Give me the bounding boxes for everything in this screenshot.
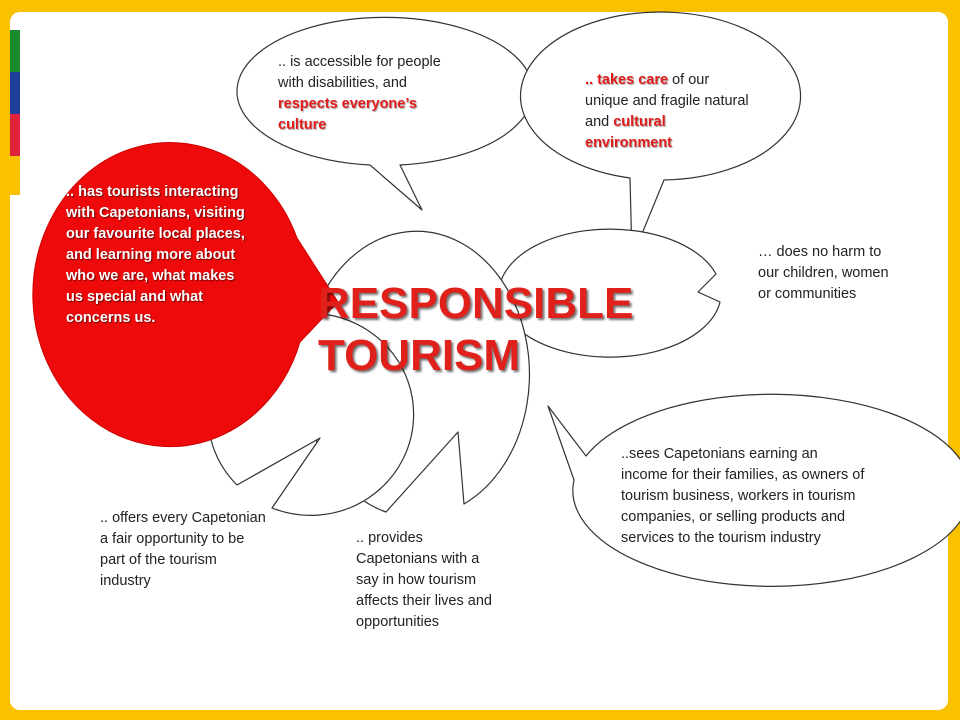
care-mid: of our unique and fragile natural and xyxy=(585,72,749,130)
accessible-highlight: respects everyone’s culture xyxy=(278,96,417,133)
center-title xyxy=(318,278,633,382)
stripe-blue xyxy=(10,72,20,114)
stripe-red xyxy=(10,114,20,156)
bubble-earning-text: ..sees Capetonians earning an income for their families, as owners of tourism business, workers in tourism companies, or selling products and services to the tourism industry xyxy=(621,446,865,546)
bubble-noharm-text: … does no harm to our children, women or communities xyxy=(758,244,889,302)
title-line-2: TOURISM xyxy=(318,331,521,380)
top-accent-line xyxy=(832,17,854,19)
bubble-opportunity-text: .. offers every Capetonian a fair opportunity to be part of the tourism industry xyxy=(100,510,266,589)
care-highlight-1: .. takes care xyxy=(585,72,669,88)
bubble-accessible-text xyxy=(278,52,468,136)
bubble-say-text: .. provides Capetonians with a say in how tourism affects their lives and opportunities xyxy=(356,530,492,630)
bubble-interacting-text: .. has tourists interacting with Capetonians, visiting our favourite local places, and learning more about who we are, what makes us special and what concerns us. xyxy=(66,184,245,326)
stripe-green xyxy=(10,30,20,72)
care-highlight-2: cultural environment xyxy=(585,114,673,151)
bubble-care-text xyxy=(585,70,755,154)
accessible-prefix: .. is accessible for people with disabilities, and xyxy=(278,54,441,91)
title-line-1: RESPONSIBLE xyxy=(318,279,634,328)
